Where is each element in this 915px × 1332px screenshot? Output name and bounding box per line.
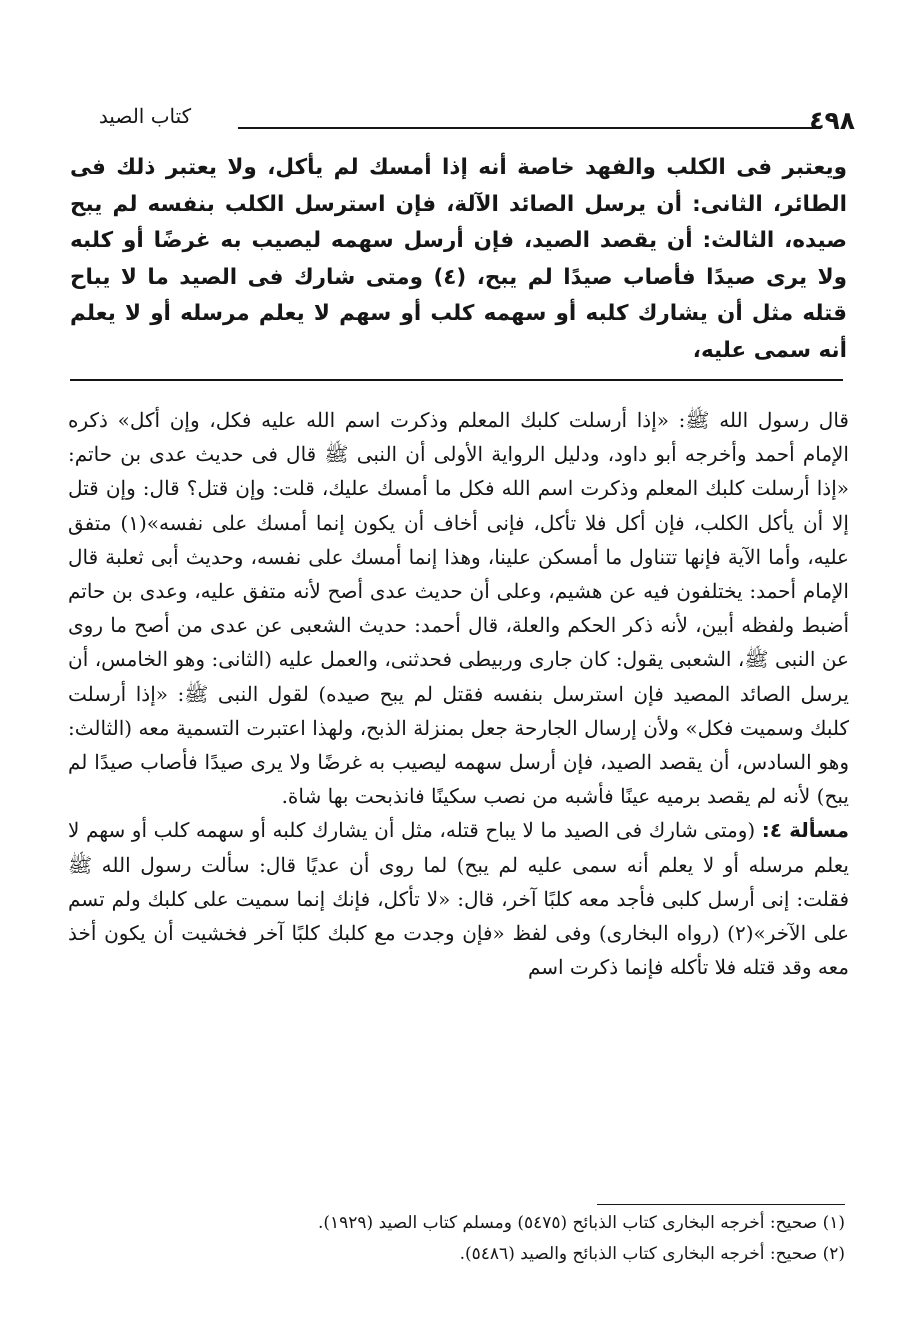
header-rule <box>238 127 821 129</box>
commentary-paragraph: قال رسول الله ﷺ: «إذا أرسلت كلبك المعلم وذكرت اسم الله عليه فكل، وإن أكل» ذكره الإمام أحمد وأخرجه أبو داود، ودليل الرواية الأولى أن النبى ﷺ قال فى حديث عدى بن حاتم: «إذا أرسلت كلبك المعلم وذكرت اسم الله فكل ما أمسك عليك، قلت: وإن قتل؟ قال: وإن قتل إلا أن يأكل الكلب، فإن أكل فلا تأكل، فإنى أخاف أن يكون إنما أمسك على نفسه»(١) متفق عليه، وأما الآية فإنها تتناول ما أمسكن علينا، وهذا إنما أمسك على نفسه، وحديث أبى ثعلبة قال الإمام أحمد: يختلفون فيه عن هشيم، وعلى أن حديث عدى أصح لأنه متفق عليه، وعدى بن حاتم أضبط ولفظه أبين، لأنه ذكر الحكم والعلة، قال أحمد: حديث الشعبى عن عدى من أصح ما روى عن النبى ﷺ، الشعبى يقول: كان جارى وربيطى فحدثنى، والعمل عليه (الثانى: وهو الخامس، أن يرسل الصائد المصيد فإن استرسل بنفسه فقتل لم يبح صيده) لقول النبى ﷺ: «إذا أرسلت كلبك وسميت فكل» ولأن إرسال الجارحة جعل بمنزلة الذبح، ولهذا اعتبرت التسمية معه (الثالث: وهو السادس، أن يقصد الصيد، فإن أرسل سهمه ليصيب به غرضًا ولا يرى صيدًا فأصاب صيدًا لم يبح) لأنه لم يقصد برميه عينًا فأشبه من نصب سكينًا فانذبحت بها شاة. <box>68 408 849 809</box>
footnote-2: (٢) صحيح: أخرجه البخارى كتاب الذبائح والصيد (٥٤٨٦). <box>459 1244 845 1264</box>
footnotes <box>80 1208 845 1270</box>
section-separator <box>70 379 843 381</box>
chapter-title: كتاب الصيد <box>98 104 192 128</box>
footnote-rule <box>597 1204 845 1205</box>
commentary-block <box>68 403 849 984</box>
main-text-paragraph: ويعتبر فى الكلب والفهد خاصة أنه إذا أمسك لم يأكل، ولا يعتبر ذلك فى الطائر، الثانى: أن يرسل الصائد الآلة، فإن استرسل الكلب بنفسه لم يبح صيده، الثالث: أن يقصد الصيد، فإن أرسل سهمه ليصيب به غرضًا أو كلبه ولا يرى صيدًا فأصاب صيدًا لم يبح، (٤) ومتى شارك فى الصيد ما لا يباح قتله مثل أن يشارك كلبه أو سهمه كلب أو سهم لا يعلم مرسله أو لا يعلم أنه سمى عليه، <box>70 155 847 363</box>
masala-label: مسألة ٤: <box>761 818 849 843</box>
commentary-paragraph-masala <box>68 813 849 984</box>
main-text-block <box>70 150 847 369</box>
masala-text: (ومتى شارك فى الصيد ما لا يباح قتله، مثل أن يشارك كلبه أو سهمه كلب أو سهم لا يعلم مرسله أو لا يعلم أنه سمى عليه لم يبح) لما روى أن عديًا قال: سألت رسول الله ﷺ فقلت: إنى أرسل كلبى فأجد معه كلبًا آخر، قال: «لا تأكل، فإنك إنما سميت على كلبك ولم تسم على الآخر»(٢) (رواه البخارى) وفى لفظ «فإن وجدت مع كلبك كلبًا آخر فخشيت أن يكون أخذ معه وقد قتله فلا تأكله فإنما ذكرت اسم <box>68 818 850 980</box>
footnote-1: (١) صحيح: أخرجه البخارى كتاب الذبائح (٥٤٧٥) ومسلم كتاب الصيد (١٩٢٩). <box>317 1213 845 1233</box>
page-number: ٤٩٨ <box>809 106 855 135</box>
running-header <box>60 92 855 140</box>
